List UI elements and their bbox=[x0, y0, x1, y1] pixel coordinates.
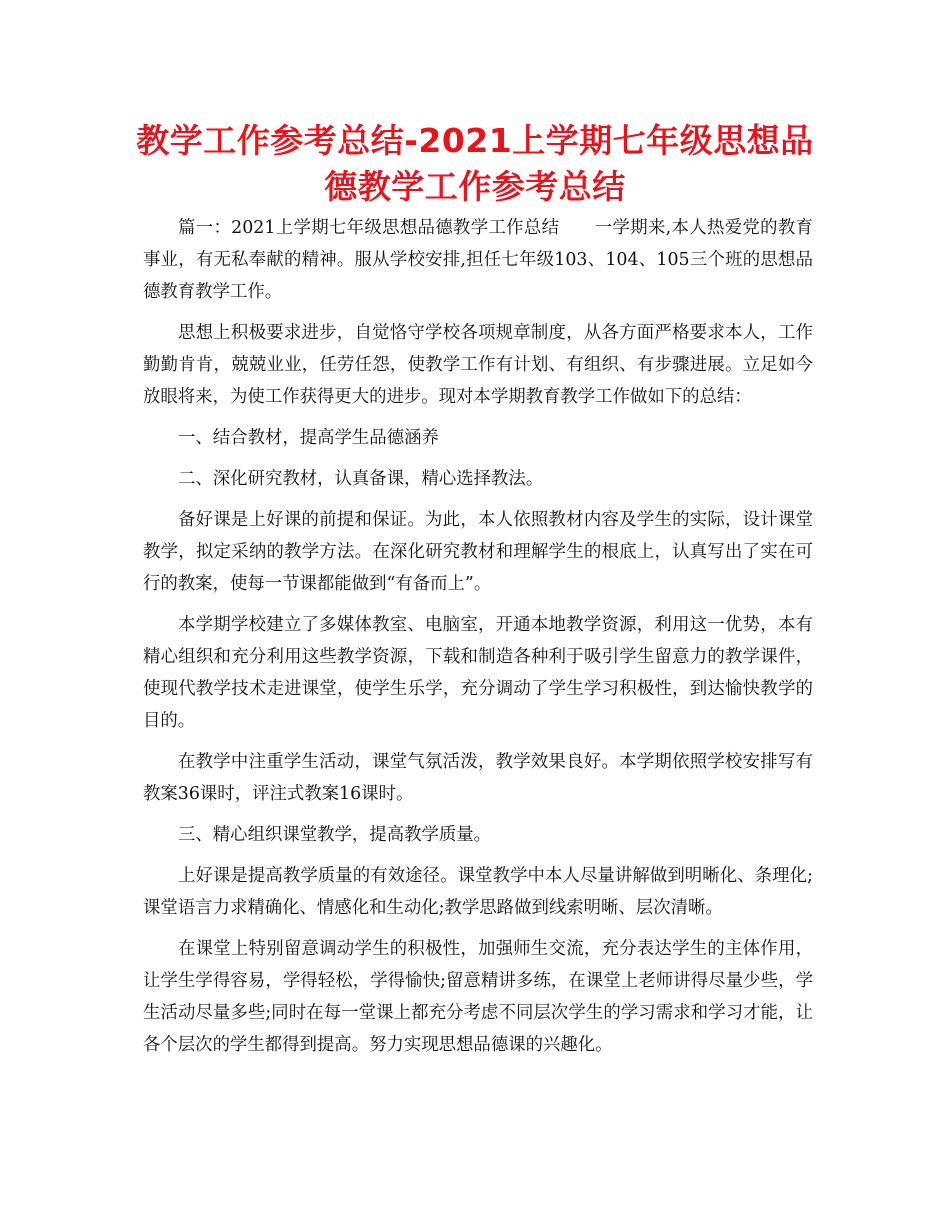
paragraph-7: 在课堂上特别留意调动学生的积极性，加强师生交流，充分表达学生的主体作用，让学生学得容易，学得轻松，学得愉快;留意精讲多练，在课堂上老师讲得尽量少些，学生活动尽量多些;同时在每一堂课上都充分考虑不同层次学生的学习需求和学习才能，让各个层次的学生都得到提高。努力实现思想品德课的兴趣化。 bbox=[143, 939, 813, 1055]
paragraph-2: 思想上积极要求进步，自觉恪守学校各项规章制度，从各方面严格要求本人，工作勤勤肯肯，兢兢业业，任劳任怨，使教学工作有计划、有组织、有步骤进展。立足如今放眼将来，为使工作获得更大的进步。现对本学期教育教学工作做如下的总结： bbox=[143, 323, 813, 407]
section-heading-1: 一、结合教材，提高学生品德涵养 bbox=[178, 428, 439, 448]
section-heading-2: 二、深化研究教材，认真备课，精心选择教法。 bbox=[178, 469, 544, 489]
paragraph-5: 在教学中注重学生活动，课堂气氛活泼，教学效果良好。本学期依照学校安排写有教案36课时，评注式教案16课时。 bbox=[143, 752, 813, 804]
section-heading-3: 三、精心组织课堂教学，提高教学质量。 bbox=[178, 825, 492, 845]
paragraph-6: 上好课是提高教学质量的有效途径。课堂教学中本人尽量讲解做到明晰化、条理化;课堂语言力求精确化、情感化和生动化;教学思路做到线索明晰、层次清晰。 bbox=[143, 866, 813, 918]
document-title: 教学工作参考总结-2021上学期七年级思想品德教学工作参考总结 bbox=[136, 121, 814, 206]
document-body bbox=[143, 212, 813, 1070]
paragraph-3: 备好课是上好课的前提和保证。为此，本人依照教材内容及学生的实际，设计课堂教学，拟定采纳的教学方法。在深化研究教材和理解学生的根底上，认真写出了实在可行的教案，使每一节课都能做到“有备而上”。 bbox=[143, 510, 813, 594]
paragraph-1: 篇一：2021上学期七年级思想品德教学工作总结 一学期来,本人热爱党的教育事业，有无私奉献的精神。服从学校安排,担任七年级103、104、105三个班的思想品德教育教学工作。 bbox=[143, 218, 813, 302]
paragraph-4: 本学期学校建立了多媒体教室、电脑室，开通本地教学资源，利用这一优势，本有精心组织和充分利用这些教学资源，下载和制造各种利于吸引学生留意力的教学课件，使现代教学技术走进课堂，使学生乐学，充分调动了学生学习积极性，到达愉快教学的目的。 bbox=[143, 615, 813, 731]
